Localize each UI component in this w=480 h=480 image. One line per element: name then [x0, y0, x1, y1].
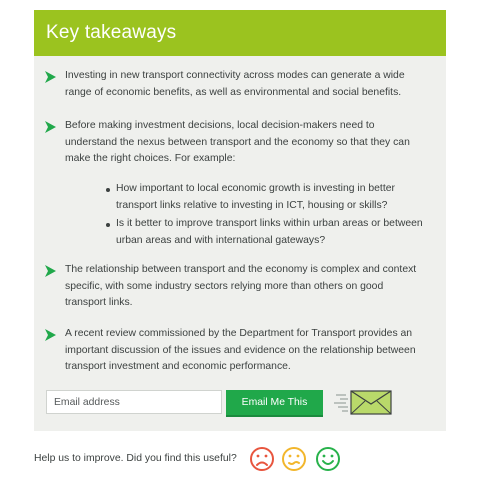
- email-input[interactable]: [46, 390, 222, 414]
- envelope-icon: [334, 388, 394, 416]
- happy-face-icon[interactable]: [315, 446, 341, 472]
- example-item: [106, 181, 436, 214]
- email-me-button[interactable]: Email Me This: [226, 390, 323, 415]
- takeaway-text: Investing in new transport connectivity across modes can generate a wide range of economic benefits, as well as environmental and social benefits.: [65, 70, 405, 98]
- arrow-right-icon: [45, 121, 56, 133]
- key-takeaways-card: [34, 10, 446, 431]
- takeaway-text: A recent review commissioned by the Department for Transport provides an important discussion of the issues and evidence on the relationship between transport investment and economic performance.: [65, 328, 416, 372]
- sad-face-icon[interactable]: [249, 446, 275, 472]
- example-text: Is it better to improve transport links within urban areas or between urban areas and with international gateways?: [116, 218, 423, 246]
- bullet-dot-icon: [106, 188, 110, 192]
- example-item: [106, 216, 436, 249]
- arrow-right-icon: [45, 265, 56, 277]
- arrow-right-icon: [45, 329, 56, 341]
- examples-list: [106, 181, 436, 251]
- neutral-face-icon[interactable]: [281, 446, 307, 472]
- takeaway-text: The relationship between transport and the economy is complex and context specific, with some industry sectors relying more than others on good transport links.: [65, 264, 417, 308]
- bullet-dot-icon: [106, 223, 110, 227]
- feedback-prompt: Help us to improve. Did you find this useful?: [34, 453, 237, 464]
- takeaway-text: Before making investment decisions, local decision-makers need to understand the nexus between transport and the economy so that they can make the right choices. For example:: [65, 120, 410, 164]
- arrow-right-icon: [45, 71, 56, 83]
- feedback-row: [34, 446, 446, 474]
- email-row: [46, 390, 426, 414]
- example-text: How important to local economic growth is investing in better transport links relative to investing in ICT, housing or skills?: [116, 183, 395, 211]
- card-title: Key takeaways: [34, 10, 446, 56]
